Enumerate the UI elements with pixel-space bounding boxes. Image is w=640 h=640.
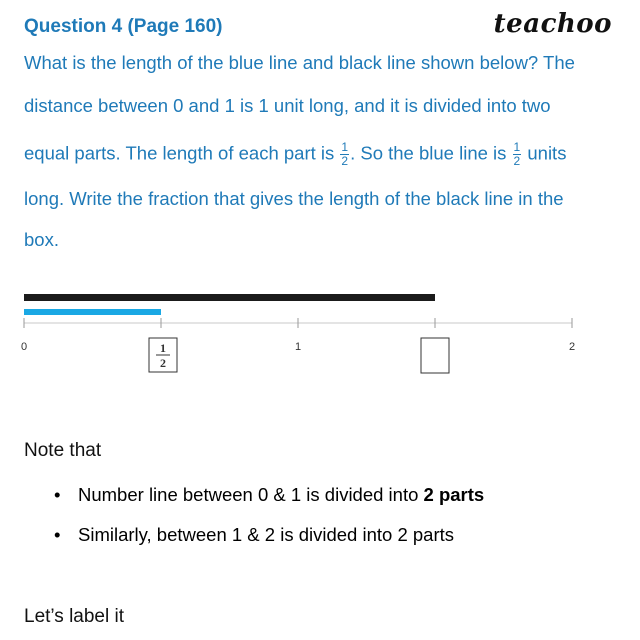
half-box-numerator: 1 [160,341,166,355]
number-line-diagram [0,280,640,390]
question-heading: Question 4 (Page 160) [24,16,223,37]
teachoo-logo: teachoo [493,9,612,39]
question-line-1: What is the length of the blue line and black line shown below? The [24,52,575,73]
fraction-denominator-2: 2 [513,154,521,168]
inline-fraction-half [340,141,349,168]
black-line [24,294,435,301]
question-line-4: long. Write the fraction that gives the length of the black line in the [24,188,564,209]
bullet-1-text [78,484,484,506]
blue-line [24,309,161,315]
half-box-denominator: 2 [160,356,166,370]
note-title: Note that [24,440,102,461]
footer-text: Let’s label it [24,606,124,627]
fraction-numerator: 1 [341,140,349,154]
bullet-dot-icon: • [54,524,61,545]
notes-section [24,440,624,462]
question-line-3 [24,141,566,168]
question-line-5: box. [24,229,59,250]
inline-fraction-half-2 [513,141,522,168]
fraction-numerator-2: 1 [513,140,521,154]
bullet-1-bold: 2 parts [423,484,485,505]
tick-label-2: 2 [568,341,576,353]
tick-label-1: 1 [294,341,302,353]
fraction-denominator: 2 [341,154,349,168]
question-line-2: distance between 0 and 1 is 1 unit long, and it is divided into two [24,95,551,116]
bullet-1-prefix: Number line between 0 & 1 is divided into [78,484,424,505]
tick-label-0: 0 [20,341,28,353]
answer-box[interactable] [421,338,449,373]
question-line-3a: equal parts. The length of each part is [24,142,340,164]
bullet-2-text: Similarly, between 1 & 2 is divided into 2 parts [78,524,455,545]
question-line-3c: units [522,142,567,164]
question-line-3b: . So the blue line is [350,142,512,164]
bullet-dot-icon: • [54,484,61,505]
